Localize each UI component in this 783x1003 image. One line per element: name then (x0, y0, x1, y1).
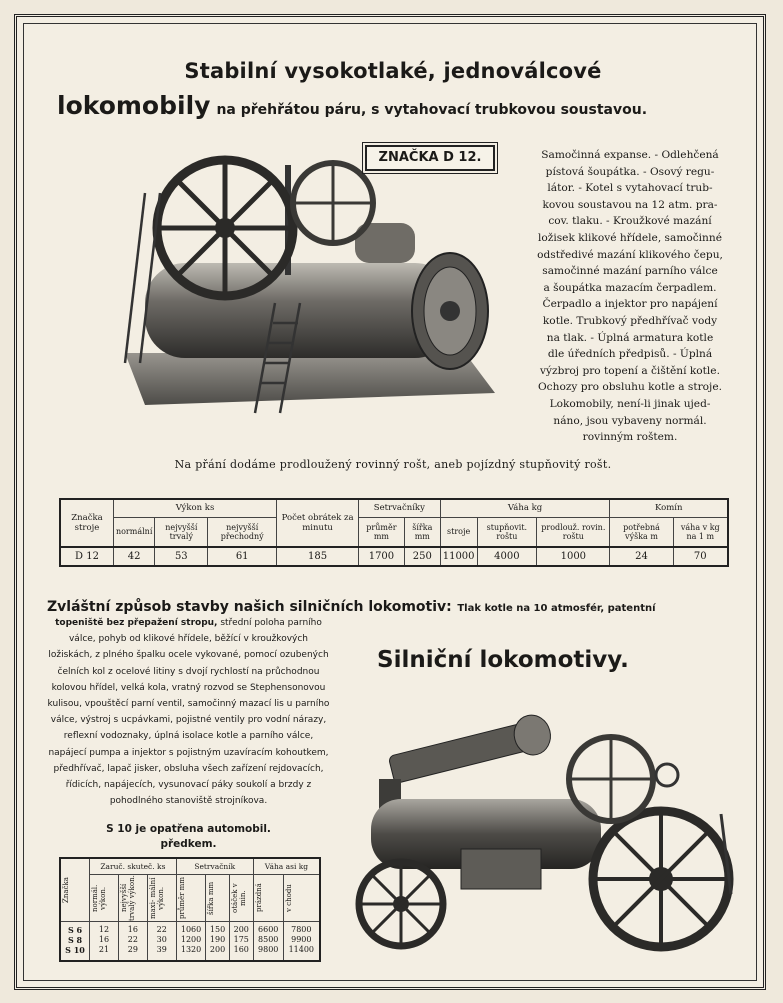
sub-header: normální (113, 517, 154, 547)
sub-header: váha v kg na 1 m (673, 517, 728, 547)
description-line: Samočinná expanse. - Odlehčená (541, 149, 719, 161)
s10-note (47, 822, 330, 852)
sub-header: průměr mm (358, 517, 404, 547)
sub-header: potřebná výška m (610, 517, 673, 547)
sub-header: prázdná (253, 874, 283, 921)
table-row (60, 921, 320, 961)
sub-header: otáček v min. (229, 874, 253, 921)
table-cell: 185 (277, 547, 359, 566)
table-cell: 24 (610, 547, 673, 566)
table-cell: 42 (113, 547, 154, 566)
description-line: Lokomobily, není-li jinak ujed- (549, 397, 711, 410)
model-badge: ZNAČKA D 12. (365, 145, 495, 171)
table-cell: 22 30 39 (147, 921, 176, 961)
sub-header: stupňovit. roštu (477, 517, 537, 547)
road-heading-main: Zvláštní způsob stavby našich silničních lokomotiv: (47, 599, 452, 615)
description-line: rovinným roštem. (582, 431, 678, 444)
description-line: kovou soustavou na 12 atm. pra- (542, 198, 718, 211)
description-line: odstředivé mazání klikového čepu, (537, 248, 723, 261)
group-header-weight: Váha asi kg (253, 858, 320, 874)
road-locomotive-illustration (331, 689, 747, 959)
sub-header: průměr mm (176, 874, 206, 921)
s10-note-line: S 10 je opatřena automobil. (106, 823, 271, 835)
description-line: pístová šoupátka. - Osový regu- (545, 165, 715, 178)
table-cell: 7800 9900 11400 (283, 921, 320, 961)
col-header-rpm: Počet obrátek za minutu (277, 499, 359, 547)
description-line: cov. tlaku. - Kroužkové mazání (548, 215, 712, 228)
description-line: na tlak. - Úplná armatura kotle (546, 331, 714, 344)
sub-header: maxi- mální výkon. (147, 874, 176, 921)
catalog-page (14, 14, 766, 990)
description-line: Čerpadlo a injektor pro napájení (542, 298, 718, 311)
road-locomotive-heading (47, 596, 656, 615)
main-subtitle-small: na přehřátou páru, s vytahovací trubkovou soustavou. (216, 102, 648, 118)
table-cell: 70 (673, 547, 728, 566)
road-locomotive-text (47, 615, 330, 809)
table-cell: 11000 (440, 547, 477, 566)
table-cell: 250 (404, 547, 440, 566)
table-cell: 1060 1200 1320 (176, 921, 206, 961)
road-spec-table (59, 857, 321, 962)
table-cell: 6600 8500 9800 (253, 921, 283, 961)
sub-header: normál. výkon. (90, 874, 119, 921)
group-header-power: Zaruč. skuteč. ks (90, 858, 177, 874)
group-header-flywheel: Setrvačník (176, 858, 253, 874)
road-heading-tail: Tlak kotle na 10 atmosfér, patentní (457, 603, 656, 614)
road-locomotive-title: Silniční lokomotivy. (377, 647, 629, 673)
table-cell: 1700 (358, 547, 404, 566)
sub-header: nejvyšší přechodný (208, 517, 277, 547)
col-header-model: Značka stroje (60, 499, 113, 547)
table-cell: 200 175 160 (229, 921, 253, 961)
table-cell: 53 (155, 547, 208, 566)
sub-header: šířka mm (206, 874, 229, 921)
table-cell: D 12 (60, 547, 113, 566)
description-line: a šoupátka mazacím čerpadlem. (543, 281, 717, 294)
road-text-lead: topeniště bez přepažení stropu, (55, 618, 218, 628)
table-cell: 1000 (537, 547, 610, 566)
description-line: výzbroj pro topení a čištění kotle. (540, 364, 720, 377)
sub-header: nejvyšší trvalý výkon. (118, 874, 147, 921)
table-row (60, 547, 728, 566)
group-header-power: Výkon ks (113, 499, 276, 517)
description-line: dle úředních předpisů. - Úplná (547, 348, 713, 361)
s10-note-line: předkem. (160, 838, 217, 850)
group-header-weight: Váha kg (440, 499, 610, 517)
col-header-model: Značka (60, 858, 90, 921)
main-subtitle (57, 91, 647, 120)
sub-header: nejvyšší trvalý (155, 517, 208, 547)
sub-header: šířka mm (404, 517, 440, 547)
sub-header: prodlouž. rovin. roštu (537, 517, 610, 547)
description-line: kotle. Trubkový předhřívač vody (542, 314, 718, 327)
main-title: Stabilní vysokotlaké, jednoválcové (184, 59, 602, 83)
table-cell: S 6 S 8 S 10 (60, 921, 90, 961)
description-text (525, 147, 735, 446)
grate-note: Na přání dodáme prodloužený rovinný rošt, aneb pojízdný stupňovitý rošt. (174, 458, 612, 471)
description-line: látor. - Kotel s vytahovací trub- (547, 182, 713, 195)
stationary-spec-table (59, 498, 729, 567)
sub-header: v chodu (283, 874, 320, 921)
table-cell: 16 22 29 (118, 921, 147, 961)
stationary-engine-illustration (105, 143, 505, 423)
description-line: samočinné mazání parního válce (542, 265, 718, 278)
table-cell: 4000 (477, 547, 537, 566)
sub-header: stroje (440, 517, 477, 547)
table-cell: 61 (208, 547, 277, 566)
description-line: náno, jsou vybaveny normál. (553, 414, 707, 427)
road-text-body: střední poloha parního válce, pohyb od klikové hřídele, běžící v kroužkových ložiskách, z plného špalku ocele vykované, pomocí ozubených čelních kol z ocelové litiny s dvojí rychlostí na průchodnou kolovou hřídel, velká kola, vratný rozvod se Stephensonovou kulisou, vpouštěcí parní ventil, samočinný mazací lis u parního válce, výstroj s ucpávkami, pojistné ventily pro vodní nárazy, reflexní vodoznaky, úplná isolace kotle a parního válce, napájecí pumpa a injektor s pojistným uzavíracím kohoutkem, předhřívač, lapač jisker, obsluha všech zařízení rejdovacích, řídicích, napájecích, vysunovací páky soukolí a brzdy z pohodlného stanoviště strojníkova. (47, 618, 330, 807)
table-cell: 150 190 200 (206, 921, 229, 961)
main-subtitle-big: lokomobily (57, 91, 211, 120)
description-line: Ochozy pro obsluhu kotle a stroje. (538, 381, 722, 394)
group-header-chimney: Komín (610, 499, 728, 517)
table-cell: 12 16 21 (90, 921, 119, 961)
description-line: ložisek klikové hřídele, samočinné (538, 231, 722, 244)
group-header-flywheels: Setrvačníky (358, 499, 440, 517)
